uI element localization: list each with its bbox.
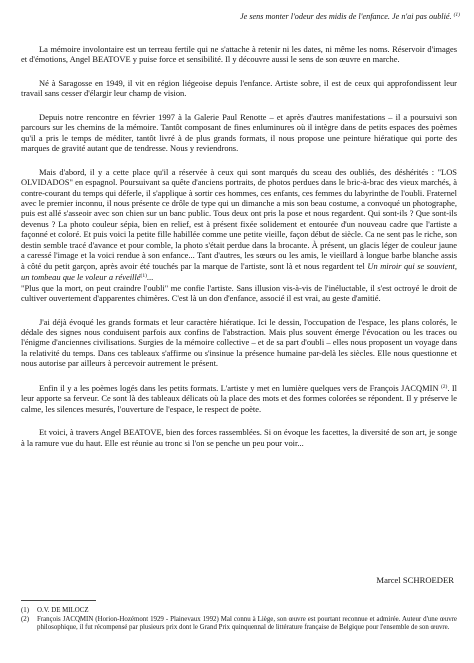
paragraph-2: Né à Saragosse en 1949, il vit en région liégeoise depuis l'enfance. Artiste sobre, il est de ceux qui approfondissent leur travail sans cesser d'élargir leur champ de vision. <box>21 77 457 99</box>
paragraph-4-text: Mais d'abord, il y a cette place qu'il a réservée à ceux qui sont marqués du sceau des oubliés, des déshérités : "LOS OLVIDADOS" en espagnol. Poursuivant sa quête d'anciens portraits, de photos perdues dans le bric-à-brac des vieux marchés, à contre-courant du temps qui déferle, il s'applique à sortir ces hommes, ces enfants, ces femmes du labyrinthe de l'oubli. Fraternel avec le premier inconnu, il nous présente ce drôle de type qui un dimanche a mis son beau costume, a convoqué un photographe, puis est allé s'asseoir avec son chien sur un banc public. Tous deux ont pris la pose et nous regardent. Qui sont-ils ? Que sont-ils devenus ? La photo couleur sépia, bien en relief, est à présent fixée solidement et entourée d'un nouveau cadre que l'artiste a façonné et coloré. Et puis voici la petite fille habillée comme une petite vieille, façon début de siècle. Ca ne sent pas le riche, son destin semble tracé d'avance et pour comble, la photo s'était perdue dans la brocante. À présent, un glacis léger de couleur jaune a caressé l'image et la voici rendue à son enfance... Tant d'autres, les sœurs ou les amis, le vieillard à longue barbe blanche assis à côté du petit garçon, après avoir été touchés par la marque de l'artiste, sont là et nous regardent tel <box>21 166 457 271</box>
footnote-number: (1) <box>21 607 30 614</box>
author-signature: Marcel SCHROEDER <box>376 575 454 585</box>
epigraph-text: Je sens monter l'odeur des midis de l'enfance. Je n'ai pas oublié. <box>240 12 452 21</box>
epigraph-footnote-ref: (1) <box>453 12 460 18</box>
footnote-divider <box>21 600 96 601</box>
footnote-2 <box>21 616 457 633</box>
article-body <box>21 44 457 461</box>
footnote-number: (2) <box>21 615 30 623</box>
paragraph-8: Et voici, à travers Angel BEATOVE, bien des forces rassemblées. Si on évoque les facettes, la diversité de son art, je songe à la ramure vue du haut. Elle est réunie au tronc si l'on se penche un peu pour voir... <box>21 427 457 448</box>
footnote-text: François JACQMIN (Horion-Hozémont 1929 - Plainevaux 1992) Mal connu à Liège, son œuvre est pourtant reconnue et admirée. Auteur d'une œuvre philosophique, il fut récompensé par plusieurs prix dont le Grand Prix quinquennal de littérature française de Belgique pour l'ensemble de son œuvre. <box>37 615 457 632</box>
footnote-1 <box>21 607 457 616</box>
epigraph <box>160 10 460 22</box>
footnote-text: O.V. DE MILOCZ <box>37 607 89 614</box>
paragraph-1: La mémoire involontaire est un terreau fertile qui ne s'attache à retenir ni les dates, ni même les noms. Réservoir d'images et d'émotions, Angel BEATOVE y puise force et sensibilité. Il y découvre aussi le sens de son œuvre en marche. <box>21 44 457 65</box>
paragraph-7 <box>21 382 457 414</box>
paragraph-7-text-cont: . Il leur apporte sa ferveur. Ce sont là des tableaux délicats où la place des mots et des formes colorées se répondent. Il y préserve le calme, les silences mesurés, l'ouverture de l'espace, le respect de poète. <box>21 382 458 414</box>
paragraph-4-quote: Un miroir qui se souvient, un tombeau que le voleur a réveillé <box>21 260 458 283</box>
paragraph-3: Depuis notre rencontre en février 1997 à la Galerie Paul Renotte – et après d'autres manifestations – il a poursuivi son parcours sur les chemins de la mémoire. Tantôt composant de fines enluminures où il intègre dans de petits espaces des poèmes qu'il a pris le temps de méditer, tantôt livré à de plus grands formats, il nous propose une peinture hiératique qui porte des marques de gravité autant que de tendresse. Nous y reviendrons. <box>21 111 457 154</box>
paragraph-4 <box>21 167 457 283</box>
paragraph-6: J'ai déjà évoqué les grands formats et leur caractère hiératique. Ici le dessin, l'occupation de l'espace, les plans colorés, le dédale des signes nous conduisent parfois aux confins de l'abstraction. Mais plus souvent émerge l'évocation ou les traces ou l'énigme d'anciennes civilisations. Surgies de la mémoire collective – et de sa part d'oubli – elles nous proposent un voyage dans la relativité du temps. Dans ces tableaux s'affirme ou s'insinue la présence humaine par-delà les siècles. Elle nous questionne et nous autorise par ailleurs à percevoir autrement le présent. <box>21 316 457 369</box>
paragraph-5: "Plus que la mort, on peut craindre l'oubli" me confie l'artiste. Sans illusion vis-à-vis de l'inéluctable, il s'est octroyé le droit de cultiver ouvertement d'apparentes chimères. C'est là un don d'enfance, associé il est vrai, au geste d'amitié. <box>21 282 457 304</box>
paragraph-4-footnote-ref: (1) <box>140 273 147 280</box>
paragraph-7-text: Enfin il y a les poèmes logés dans les petits formats. L'artiste y met en lumière quelques vers de François JACQMIN <box>39 382 439 393</box>
footnotes <box>21 607 457 633</box>
paragraph-7-footnote-ref: (2) <box>440 383 448 390</box>
paragraph-4-end: ... <box>146 272 154 283</box>
